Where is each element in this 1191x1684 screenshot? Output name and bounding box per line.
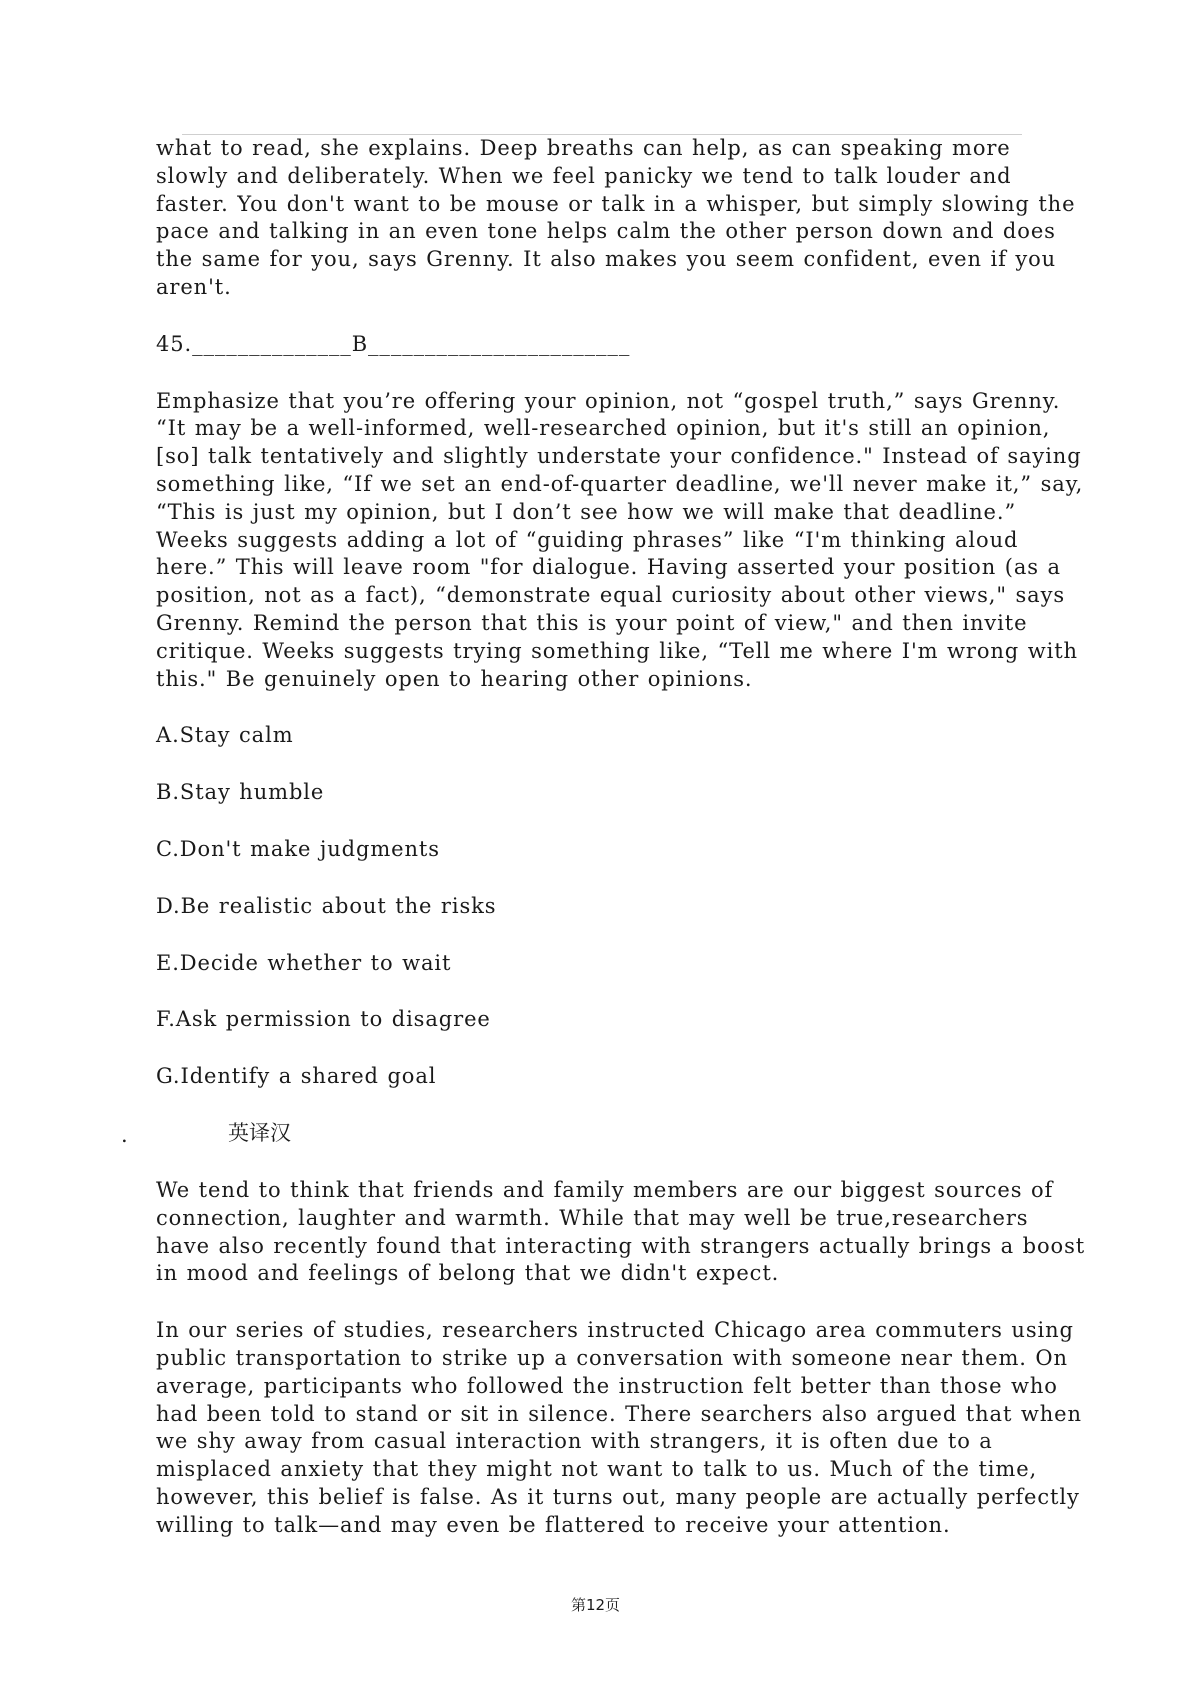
option-c: C.Don't make judgments [156, 836, 440, 861]
section-title: 英译汉 [228, 1120, 291, 1145]
translation-paragraph-2: In our series of studies, researchers instructed Chicago area commuters using public transportation to strike up a conversation with someone near them. On average, participants who followed the instruction felt better than those who had been told to stand or sit in silence. There searchers also argued that when we shy away from casual interaction with strangers, it is often due to a misplaced anxiety that they might not want to talk to us. Much of the time, however, this belief is false. As it turns out, many people are actually perfectly willing to talk—and may even be flattered to receive your attention. [156, 1318, 1082, 1537]
paragraph-b: Emphasize that you’re offering your opinion, not “gospel truth,” says Grenny. “It may be a well-informed, well-researched opinion, but it's still an opinion, [so] talk tentatively and slightly understate your confidence." Instead of saying something like, “If we set an end-of-quarter deadline, we'll never make it,” say, “This is just my opinion, but I don’t see how we will make that deadline.” Weeks suggests adding a lot of “guiding phrases” like “I'm thinking aloud here.” This will leave room "for dialogue. Having asserted your position (as a position, not as a fact), “demonstrate equal curiosity about other views," says Grenny. Remind the person that this is your point of view," and then invite critique. Weeks suggests trying something like, “Tell me where I'm wrong with this." Be genuinely open to hearing other opinions. [156, 388, 1084, 691]
section-heading [121, 1120, 1086, 1148]
option-d: D.Be realistic about the risks [156, 893, 497, 918]
question-45-line: 45.______________B_______________________ [156, 331, 631, 356]
option-a: A.Stay calm [156, 723, 294, 748]
option-f: F.Ask permission to disagree [156, 1007, 491, 1032]
page-number-footer: 第12页 [570, 1596, 621, 1614]
section-bullet: . [121, 1122, 129, 1147]
option-g: G.Identify a shared goal [156, 1064, 437, 1089]
paragraph-continuation: what to read, she explains. Deep breaths can help, as can speaking more slowly and deliberately. When we feel panicky we tend to talk louder and faster. You don't want to be mouse or talk in a whisper, but simply slowing the pace and talking in an even tone helps calm the other person down and does the same for you, says Grenny. It also makes you seem confident, even if you aren't. [156, 136, 1076, 299]
option-e: E.Decide whether to wait [156, 950, 452, 975]
option-b: B.Stay humble [156, 780, 325, 805]
translation-paragraph-1: We tend to think that friends and family members are our biggest sources of connection, laughter and warmth. While that may well be true,researchers have also recently found that interacting with strangers actually brings a boost in mood and feelings of belong that we didn't expect. [156, 1177, 1086, 1286]
page-content [121, 135, 1086, 1539]
